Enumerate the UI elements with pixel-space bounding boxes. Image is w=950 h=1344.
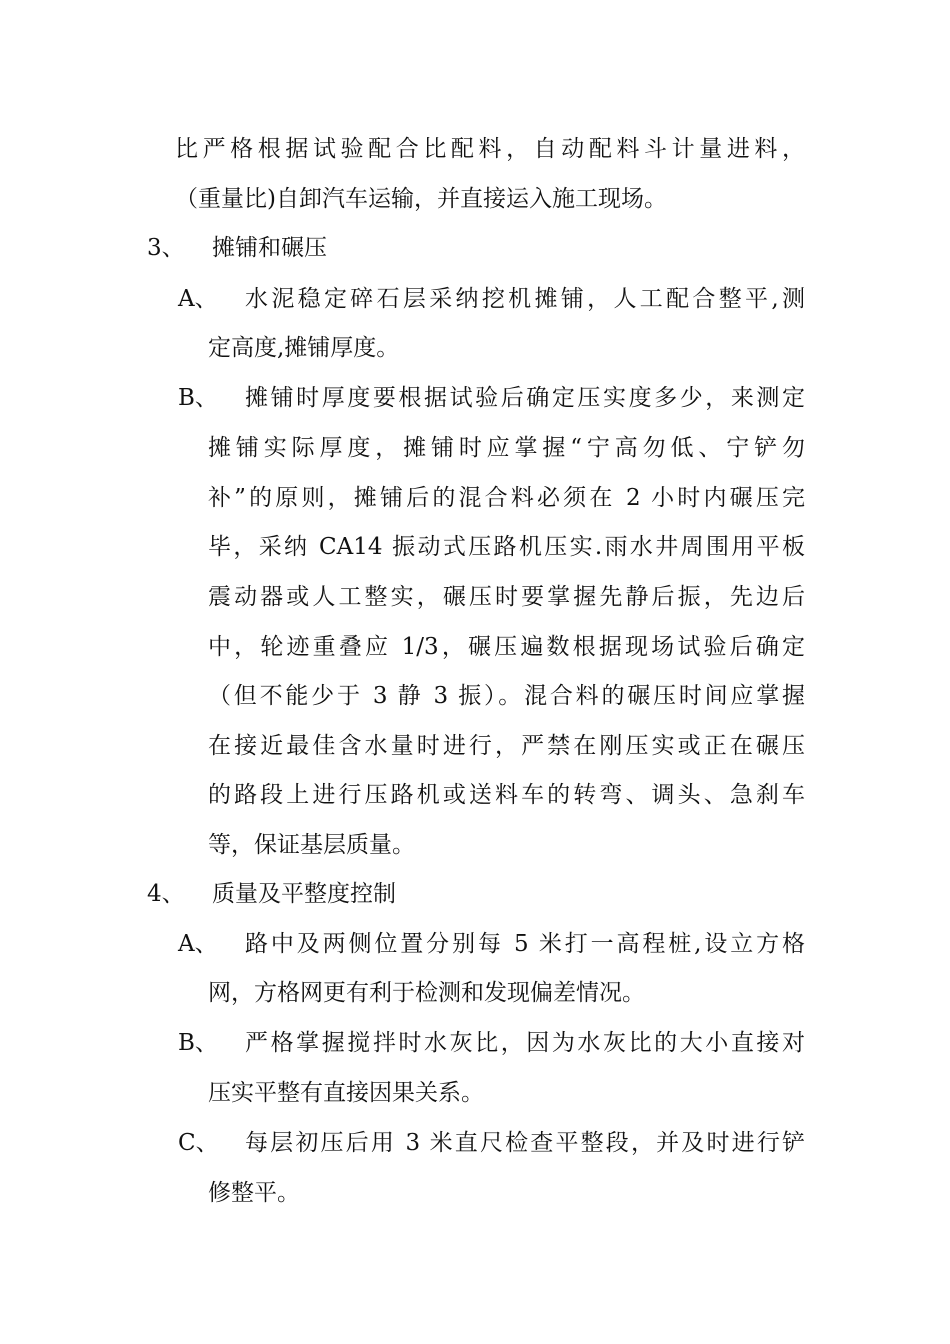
section-4-item-b-line: 压实平整有直接因果关系。 <box>208 1080 484 1106</box>
section-3-item-b-line: 毕，采纳 CA14 振动式压路机压实.雨水井周围用平板 <box>208 534 805 560</box>
section-3-item-a-line: 定高度,摊铺厚度。 <box>208 335 400 361</box>
section-4-item-b-line: 严格掌握搅拌时水灰比，因为水灰比的大小直接对 <box>245 1030 805 1056</box>
section-4-item-c-line: 修整平。 <box>208 1180 300 1206</box>
section-3-item-a-line: 水泥稳定碎石层采纳挖机摊铺，人工配合整平,测 <box>245 286 805 312</box>
section-3-item-a-marker: A、 <box>178 286 218 312</box>
section-4-item-c-marker: C、 <box>178 1130 219 1156</box>
section-3-item-b-marker: B、 <box>178 385 218 411</box>
section-4-item-a-marker: A、 <box>178 931 218 957</box>
section-3-number: 3、 <box>147 235 185 261</box>
section-4-item-a-line: 网，方格网更有利于检测和发现偏差情况。 <box>208 980 645 1006</box>
section-4-number: 4、 <box>147 881 185 907</box>
section-3-item-b-line: 等，保证基层质量。 <box>208 832 415 858</box>
section-3-item-b-line: 震动器或人工整实，碾压时要掌握先静后振，先边后 <box>208 584 805 610</box>
section-3-item-b-line: 摊铺时厚度要根据试验后确定压实度多少，来测定 <box>245 385 805 411</box>
section-4-title: 质量及平整度控制 <box>212 881 396 907</box>
section-4-item-b-marker: B、 <box>178 1030 218 1056</box>
section-3-title: 摊铺和碾压 <box>212 235 327 261</box>
intro-line-2: （重量比)自卸汽车运输，并直接运入施工现场。 <box>175 186 667 212</box>
intro-line-1: 比严格根据试验配合比配料，自动配料斗计量进料， <box>175 136 805 162</box>
section-4-item-a-line: 路中及两侧位置分别每 5 米打一高程桩,设立方格 <box>245 931 805 957</box>
section-4-item-c-line: 每层初压后用 3 米直尺检查平整段，并及时进行铲 <box>245 1130 805 1156</box>
section-3-item-b-line: 补”的原则，摊铺后的混合料必须在 2 小时内碾压完 <box>208 485 805 511</box>
section-3-item-b-line: 在接近最佳含水量时进行，严禁在刚压实或正在碾压 <box>208 733 805 759</box>
section-3-item-b-line: 的路段上进行压路机或送料车的转弯、调头、急刹车 <box>208 782 805 808</box>
section-3-item-b-line: 中，轮迹重叠应 1/3，碾压遍数根据现场试验后确定 <box>208 634 805 660</box>
section-3-item-b-line: （但不能少于 3 静 3 振）。混合料的碾压时间应掌握 <box>208 683 805 709</box>
section-3-item-b-line: 摊铺实际厚度，摊铺时应掌握“宁高勿低、宁铲勿 <box>208 435 805 461</box>
